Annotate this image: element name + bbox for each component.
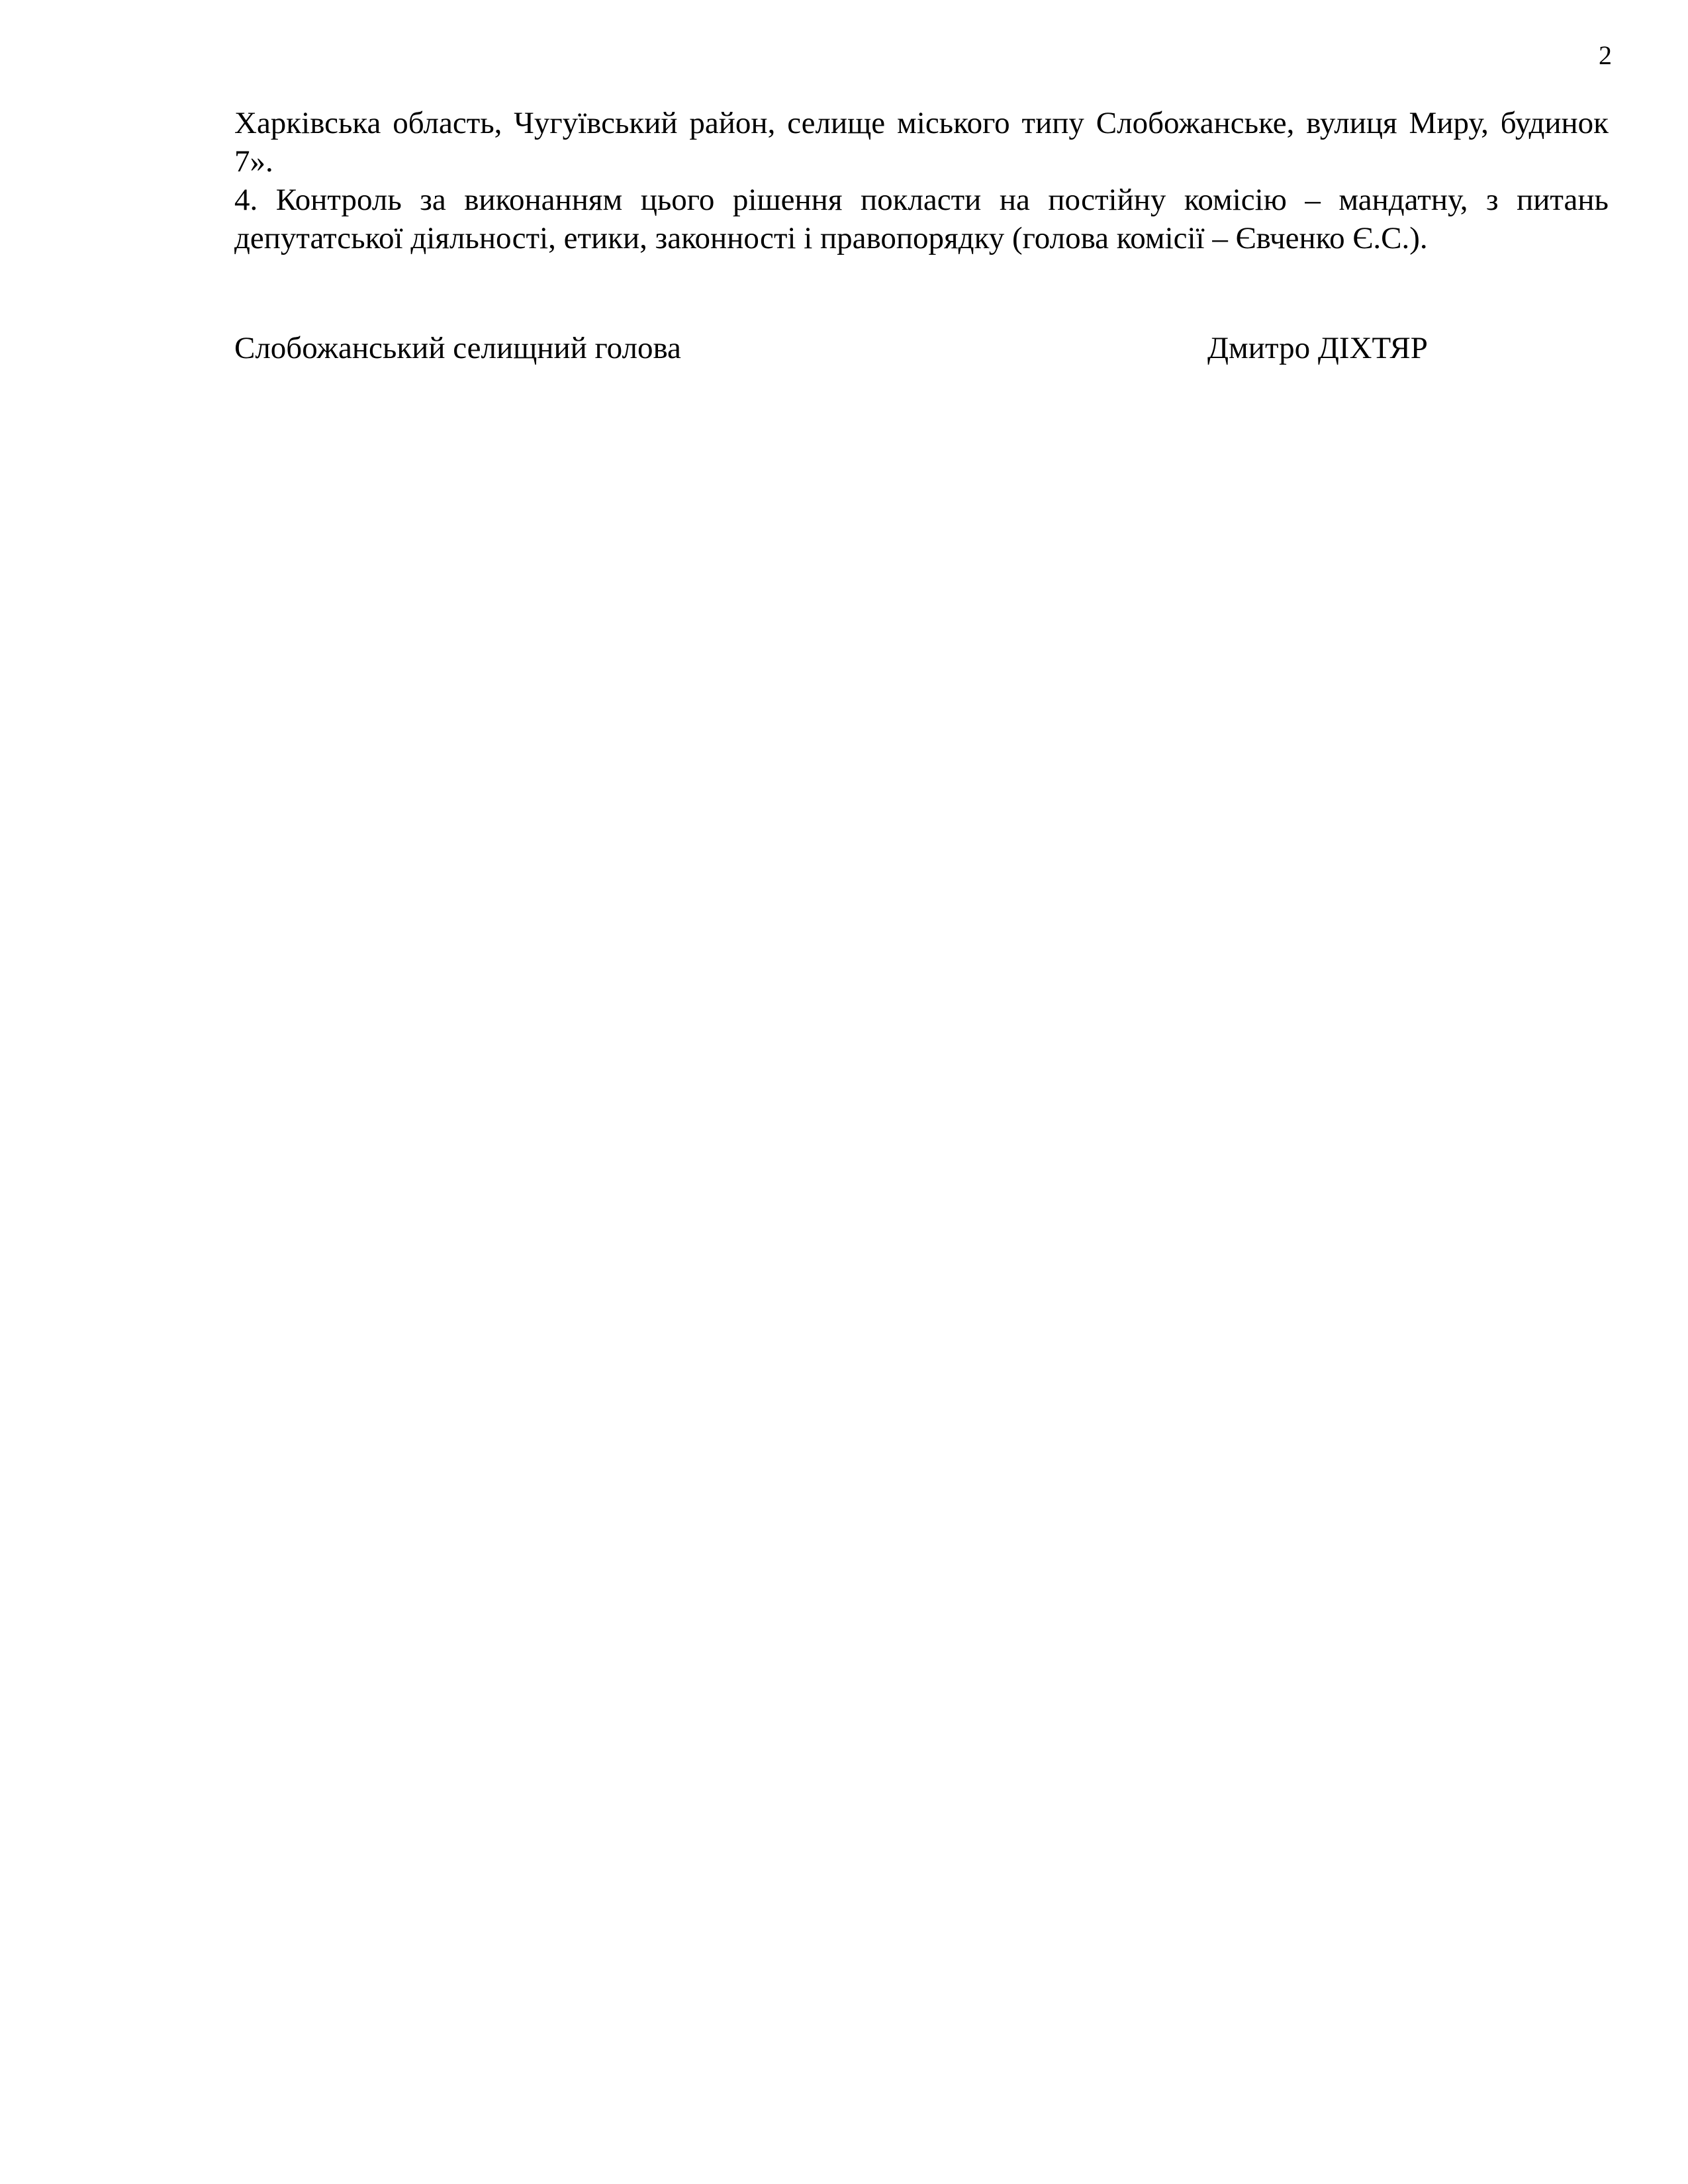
signature-block xyxy=(234,329,1609,369)
signatory-title: Слобожанський селищний голова xyxy=(234,331,681,365)
control-clause-paragraph: 4. Контроль за виконанням цього рішення покласти на постійну комісію – мандатну, з питань депутатської діяльності, етики, законності і правопорядку (голова комісії – Євченко Є.С.). xyxy=(234,183,1609,255)
signatory-name: Дмитро ДІХТЯР xyxy=(1207,331,1428,365)
page-number: 2 xyxy=(1599,40,1612,70)
document-body xyxy=(234,104,1609,257)
address-paragraph: Харківська область, Чугуївський район, селище міського типу Слобожанське, вулиця Миру, будинок 7». xyxy=(234,106,1609,179)
